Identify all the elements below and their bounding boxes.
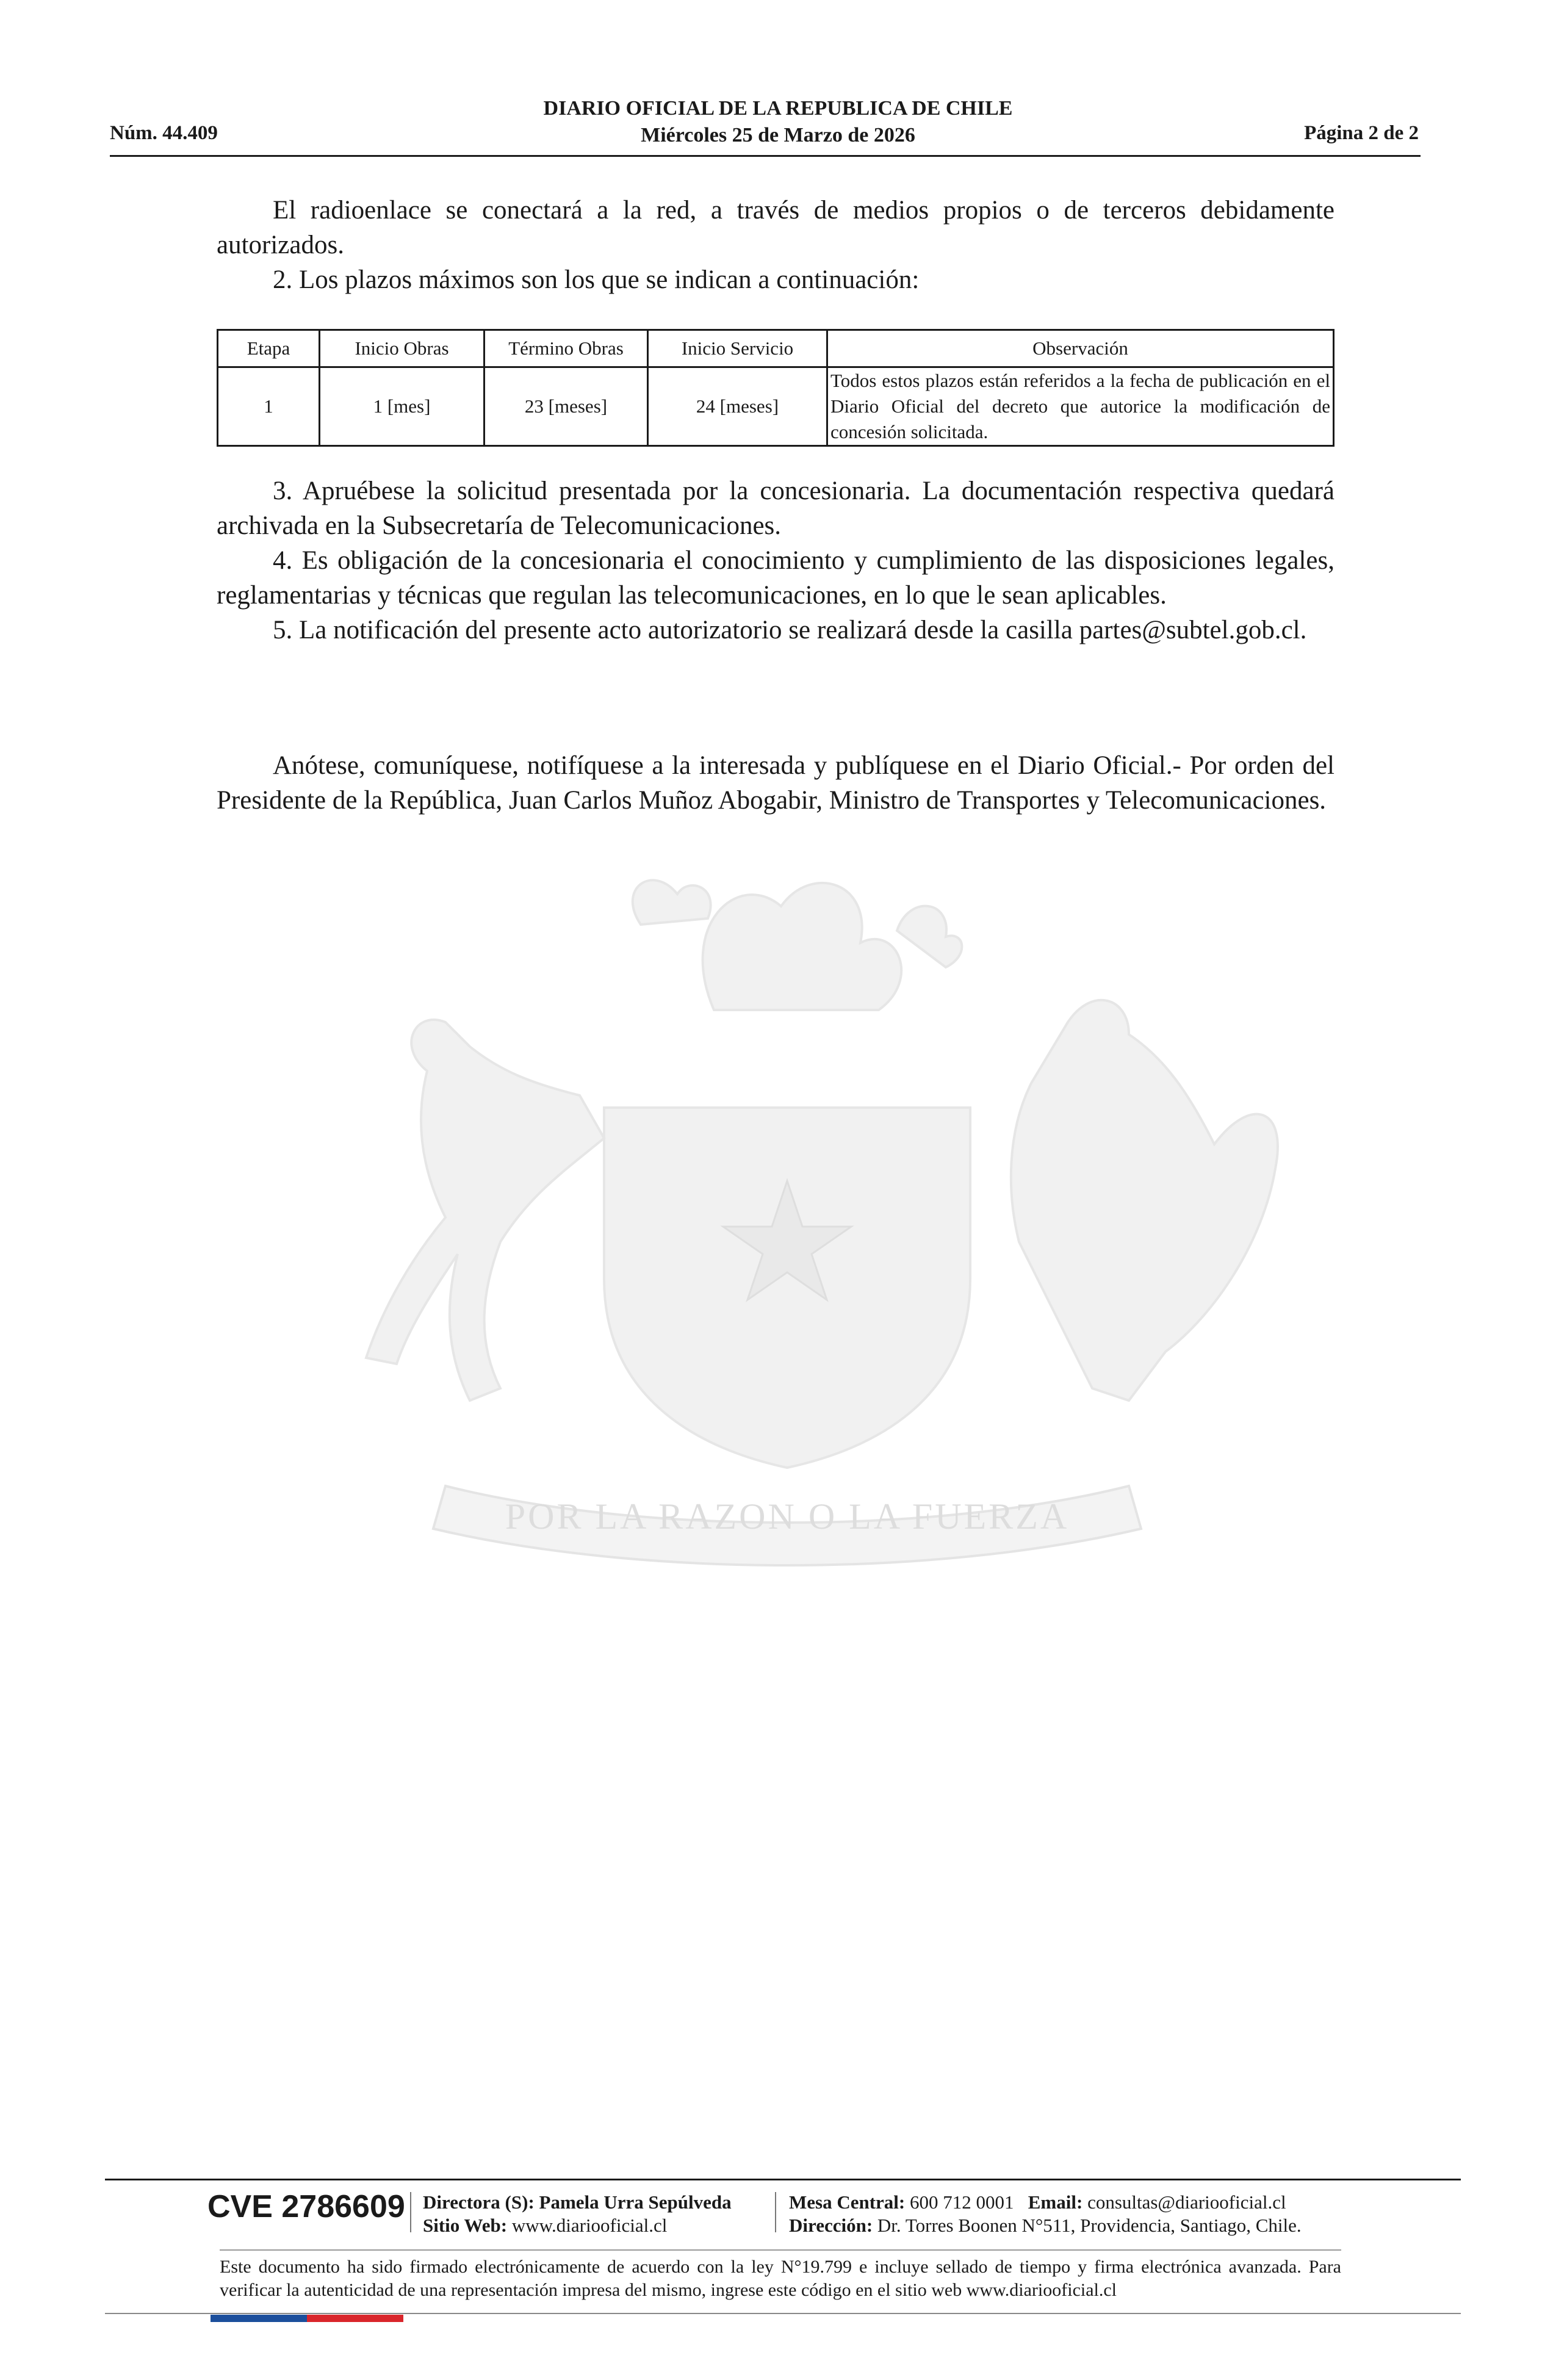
paragraph-anotese: Anótese, comuníquese, notifíquese a la interesada y publíquese en el Diario Oficial.- Por orden del Presidente de la República, Juan Carlos Muñoz Abogabir, Ministro de Transportes y Telecomunicaciones. bbox=[217, 751, 1334, 815]
paragraph-radioenlace: El radioenlace se conectará a la red, a través de medios propios o de terceros debidamente autorizados. bbox=[217, 196, 1334, 259]
footer-divider-mid bbox=[220, 2249, 1341, 2251]
mesa-value: 600 712 0001 bbox=[910, 2191, 1014, 2213]
watermark-motto: POR LA RAZON O LA FUERZA bbox=[505, 1496, 1070, 1537]
table-header-row bbox=[218, 330, 1334, 367]
issue-number: Núm. 44.409 bbox=[110, 122, 218, 144]
flag-stripe-blue bbox=[211, 2315, 307, 2322]
col-header-etapa: Etapa bbox=[218, 330, 320, 367]
col-header-observacion: Observación bbox=[827, 330, 1334, 367]
cve-code: CVE 2786609 bbox=[207, 2189, 405, 2224]
footer-separator bbox=[410, 2192, 411, 2232]
direccion-label: Dirección: bbox=[789, 2215, 873, 2236]
footer-contact-left bbox=[423, 2191, 732, 2237]
paragraph-apruebese: 3. Apruébese la solicitud presentada por la concesionaria. La documentación respectiva quedará archivada en la Subsecretaría de Telecomunicaciones. bbox=[217, 477, 1334, 540]
mesa-label: Mesa Central: bbox=[789, 2191, 906, 2213]
footer-divider-top bbox=[105, 2179, 1461, 2180]
header-divider bbox=[110, 155, 1421, 157]
directora-label: Directora (S): bbox=[423, 2191, 535, 2213]
footer-contact-right bbox=[789, 2191, 1302, 2237]
directora-name: Pamela Urra Sepúlveda bbox=[539, 2191, 732, 2213]
cell-inicio-obras: 1 [mes] bbox=[320, 367, 484, 446]
col-header-inicio-servicio: Inicio Servicio bbox=[648, 330, 827, 367]
coat-of-arms-watermark bbox=[214, 851, 1336, 1657]
col-header-termino-obras: Término Obras bbox=[484, 330, 648, 367]
col-header-inicio-obras: Inicio Obras bbox=[320, 330, 484, 367]
cell-termino-obras: 23 [meses] bbox=[484, 367, 648, 446]
masthead-title: DIARIO OFICIAL DE LA REPUBLICA DE CHILE bbox=[543, 97, 1013, 120]
direccion-value: Dr. Torres Boonen N°511, Providencia, Santiago, Chile. bbox=[877, 2215, 1302, 2236]
paragraph-obligacion: 4. Es obligación de la concesionaria el conocimiento y cumplimiento de las disposiciones legales, reglamentarias y técnicas que regulan las telecomunicaciones, en lo que le sean aplicables. bbox=[217, 546, 1334, 610]
web-link[interactable]: www.diariooficial.cl bbox=[511, 2215, 668, 2236]
body-block-1 bbox=[217, 193, 1334, 297]
cell-inicio-servicio: 24 [meses] bbox=[648, 367, 827, 446]
plazos-table bbox=[217, 329, 1334, 447]
masthead-date: Miércoles 25 de Marzo de 2026 bbox=[641, 124, 915, 146]
signature-note: Este documento ha sido firmado electrónicamente de acuerdo con la ley N°19.799 e incluye sellado de tiempo y firma electrónica avanzada. Para verificar la autenticidad de una representación impresa del mismo, ingrese este código en el sitio web www.diariooficial.cl bbox=[220, 2257, 1341, 2300]
table-row bbox=[218, 367, 1334, 446]
cell-observacion: Todos estos plazos están referidos a la fecha de publicación en el Diario Oficial del decreto que autorice la modificación de concesión solicitada. bbox=[827, 367, 1334, 446]
body-block-2 bbox=[217, 474, 1334, 647]
flag-stripe-red bbox=[307, 2315, 403, 2322]
footer-divider-bottom bbox=[105, 2313, 1461, 2314]
web-label: Sitio Web: bbox=[423, 2215, 508, 2236]
email-label: Email: bbox=[1028, 2191, 1083, 2213]
page-indicator: Página 2 de 2 bbox=[1304, 122, 1419, 144]
paragraph-notificacion: 5. La notificación del presente acto autorizatorio se realizará desde la casilla partes@subtel.gob.cl. bbox=[273, 616, 1307, 644]
body-block-3 bbox=[217, 748, 1334, 818]
footer-separator bbox=[775, 2192, 776, 2232]
cell-etapa: 1 bbox=[218, 367, 320, 446]
email-link[interactable]: consultas@diariooficial.cl bbox=[1087, 2191, 1286, 2213]
paragraph-plazos: 2. Los plazos máximos son los que se indican a continuación: bbox=[273, 265, 920, 294]
